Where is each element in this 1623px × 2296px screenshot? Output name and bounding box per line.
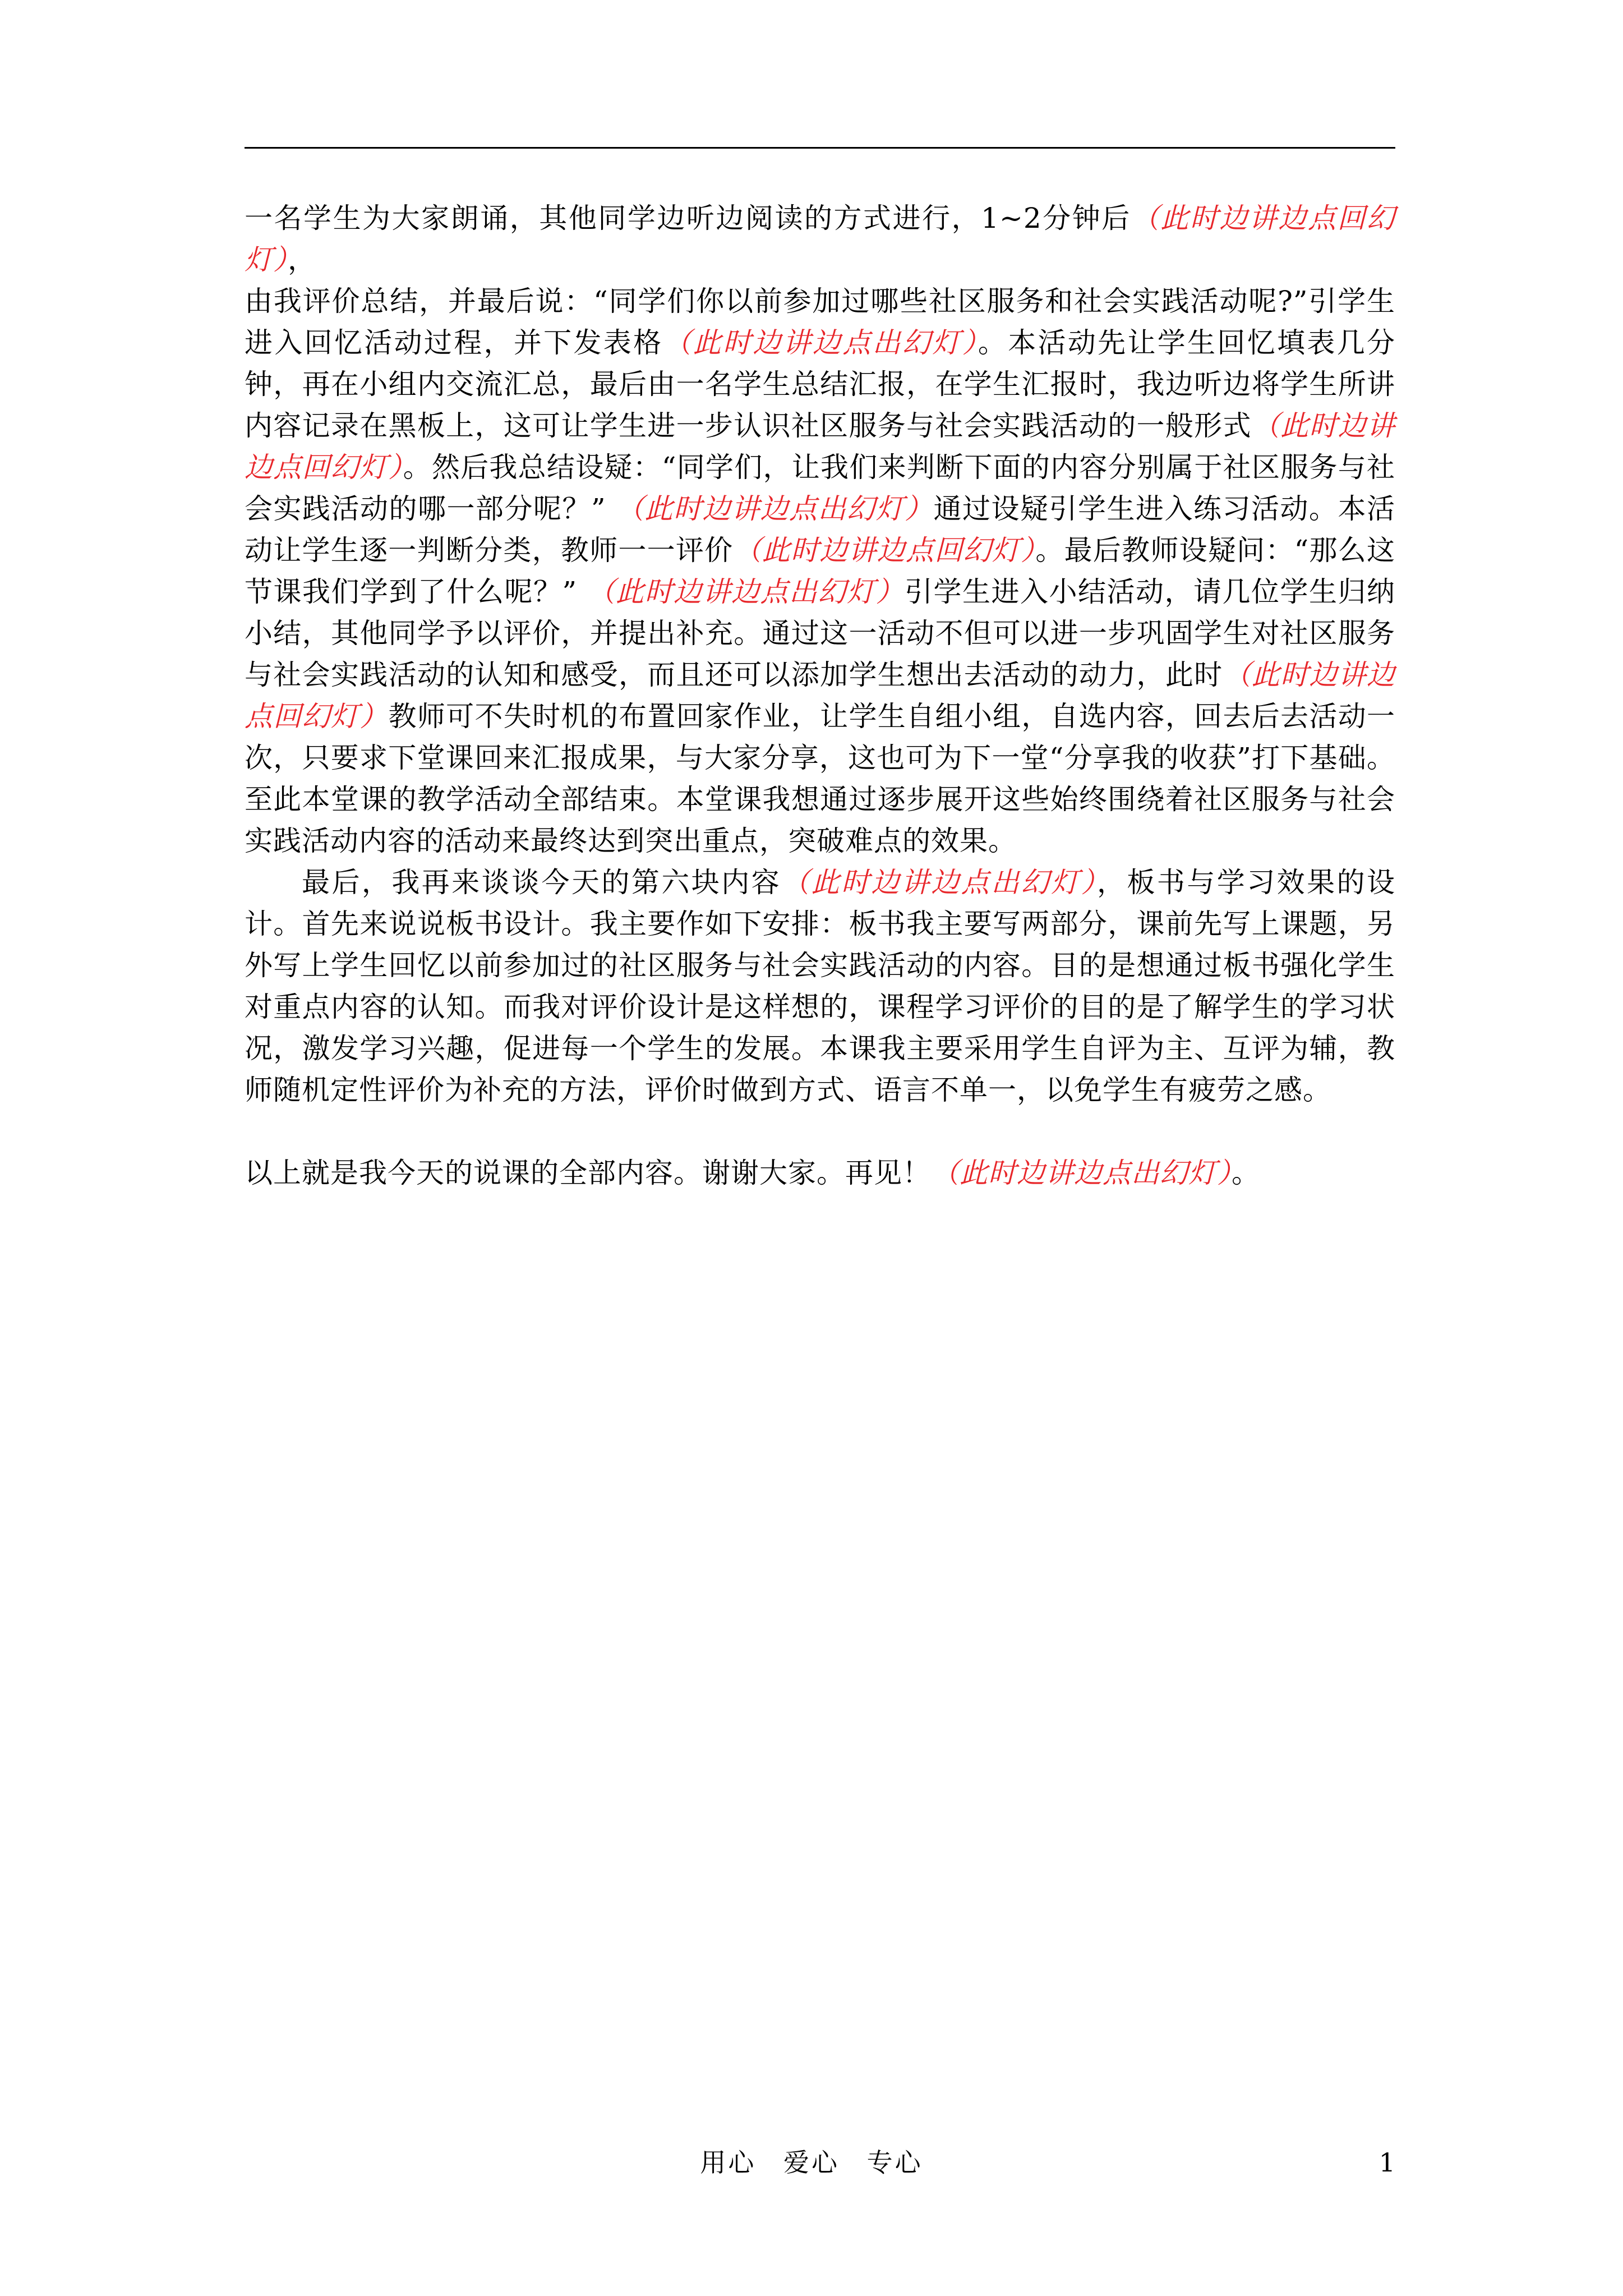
text-segment: 以上就是我今天的说课的全部内容。谢谢大家。再见！ [245,1157,931,1189]
paragraph-p1 [245,197,1395,280]
text-segment: 通过设疑引学生进入练习活动。本活动让学生逐一判断分类，教师一一评价 [245,493,1395,567]
text-segment: 引学生进入小结活动，请几位学生归纳小结，其他同学予以评价，并提出补充。通过这一活动不但可以进一步巩固学生对社区服务与社会实践活动的认知和感受，而且还可以添加学生想出去活动的动力，此时 [245,576,1395,691]
page-number: 1 [1378,2147,1395,2178]
text-segment: 。然后我总结设疑：“同学们，让我们来判断下面的内容分别属于社区服务与社会实践活动的哪一部分呢？” [245,451,1396,525]
slide-cue-note: （此时边讲边点回幻灯） [245,409,1396,484]
text-segment: 一名学生为大家朗诵，其他同学边听边阅读的方式进行，1~2分钟后 [245,202,1131,234]
slide-cue-note: （此时边讲边点回幻灯） [245,659,1396,733]
slide-cue-note: （此时边讲边点出幻灯） [663,326,978,359]
document-body [245,197,1395,1194]
slide-cue-note: （此时边讲边点出幻灯） [587,576,905,608]
slide-cue-note: （此时边讲边点出幻灯） [781,866,1098,899]
slide-cue-note: （此时边讲边点回幻灯） [733,534,1036,567]
footer-motto: 用心 爱心 专心 [700,2147,923,2178]
paragraph-p3 [245,862,1395,1111]
slide-cue-note: （此时边讲边点回幻灯） [245,202,1395,276]
slide-cue-note: （此时边讲边点出幻灯） [931,1157,1232,1189]
text-segment: 。 [1232,1157,1260,1189]
text-segment: 由我评价总结，并最后说：“同学们你以前参加过哪些社区服务和社会实践活动呢?”引学生进入回忆活动过程，并下发表格 [245,285,1395,359]
paragraph-p4 [245,1152,1395,1194]
text-segment: ，板书与学习效果的设计。首先来说说板书设计。我主要作如下安排：板书我主要写两部分，课前先写上课题，另外写上学生回忆以前参加过的社区服务与社会实践活动的内容。目的是想通过板书强化学生对重点内容的认知。而我对评价设计是这样想的，课程学习评价的目的是了解学生的学习状况，激发学习兴趣，促进每一个学生的发展。本课我主要采用学生自评为主、互评为辅，教师随机定性评价为补充的方法，评价时做到方式、语言不单一，以免学生有疲劳之感。 [245,866,1396,1106]
paragraph-p2 [245,280,1395,862]
text-segment: 教师可不失时机的布置回家作业，让学生自组小组，自选内容，回去后去活动一次，只要求下堂课回来汇报成果，与大家分享，这也可为下一堂“分享我的收获”打下基础。至此本堂课的教学活动全部结束。本堂课我想通过逐步展开这些始终围绕着社区服务与社会实践活动内容的活动来最终达到突出重点，突破难点的效果。 [245,700,1396,857]
text-segment: 最后，我再来谈谈今天的第六块内容 [302,866,782,899]
text-segment: 。最后教师设疑问：“那么这节课我们学到了什么呢？” [245,534,1396,608]
text-segment: ， [288,243,316,276]
slide-cue-note: （此时边讲边点出幻灯） [615,493,934,525]
text-segment: 。本活动先让学生回忆填表几分钟，再在小组内交流汇总，最后由一名学生总结汇报，在学生汇报时，我边听边将学生所讲内容记录在黑板上，这可让学生进一步认识社区服务与社会实践活动的一般形式 [245,326,1396,442]
header-rule [245,147,1395,149]
